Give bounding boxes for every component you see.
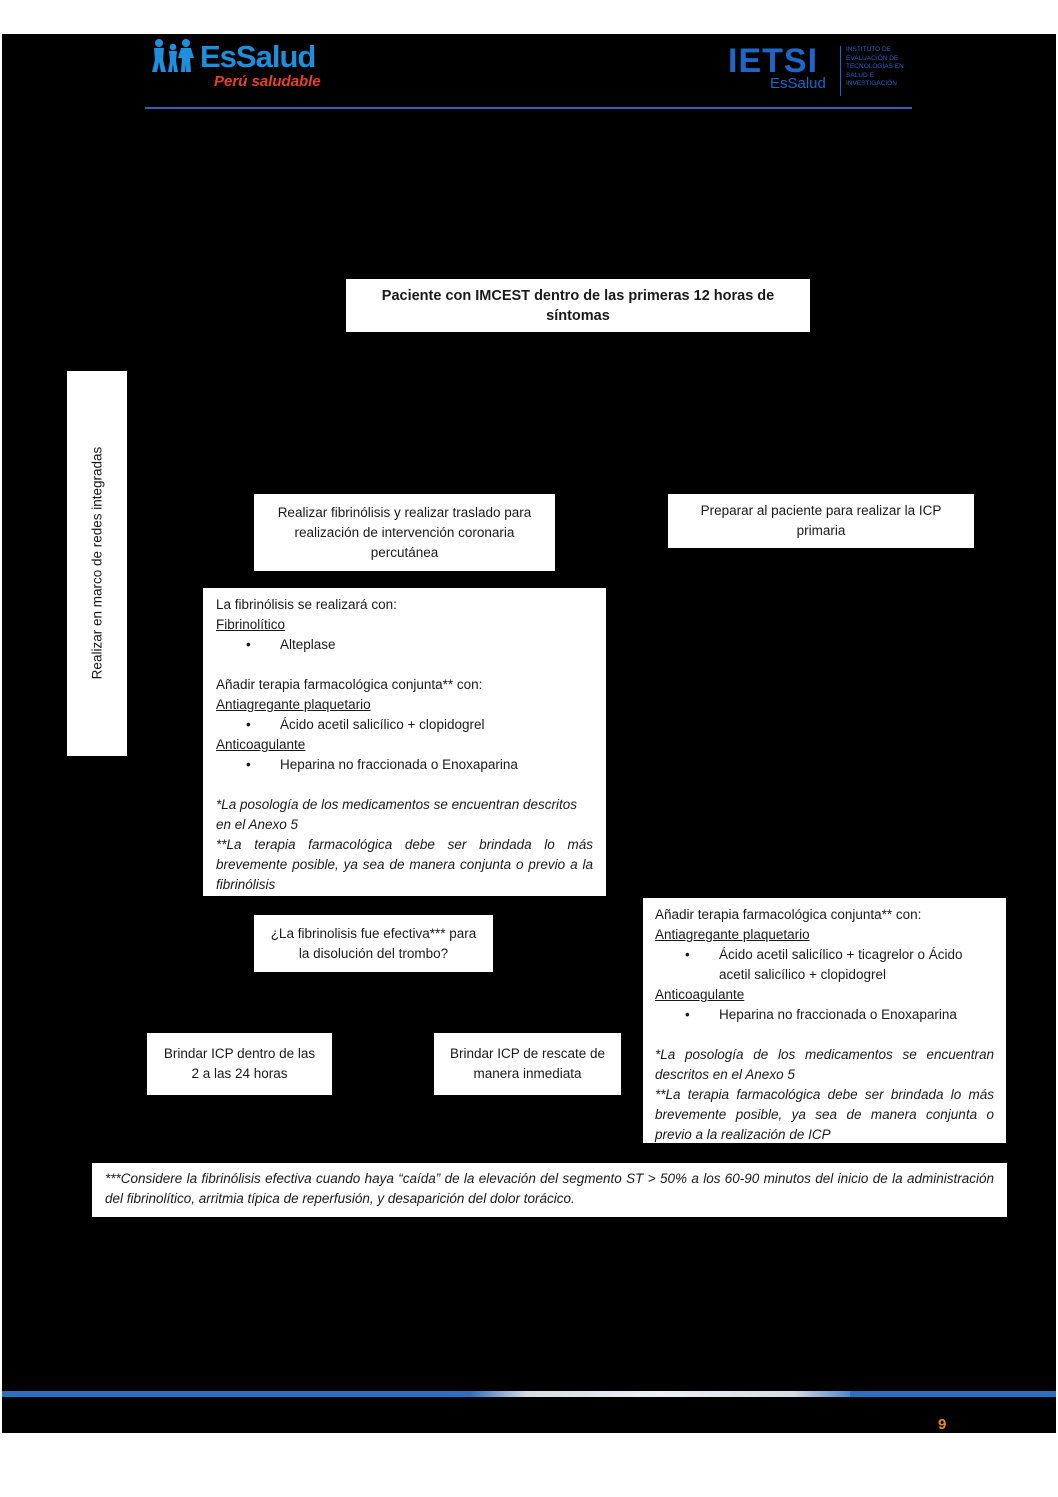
page-number: 9 xyxy=(938,1416,947,1433)
brand-slogan: Perú saludable xyxy=(214,73,321,90)
dosage-note: *La posología de los medicamentos se encuentran descritos en el Anexo 5 xyxy=(216,797,577,832)
icp-dosage-note: *La posología de los medicamentos se encuentran descritos en el Anexo 5 xyxy=(655,1047,994,1082)
fibrinolytic-title: Fibrinolítico xyxy=(216,617,286,632)
essalud-logo xyxy=(150,36,340,96)
header-rule xyxy=(145,107,912,109)
footer-bar-highlight xyxy=(470,1391,850,1397)
brand-name: EsSalud xyxy=(200,39,316,74)
icp-anticoagulant-title: Anticoagulante xyxy=(655,987,745,1002)
start-node-label: Paciente con IMCEST dentro de las primeras 12 horas de síntomas xyxy=(381,287,775,324)
icp-2-24-node xyxy=(147,1033,332,1095)
effectiveness-question-label: ¿La fibrinolisis fue efectiva*** para la disolución del trombo? xyxy=(270,925,477,961)
anticoagulant-item: • Heparina no fraccionada o Enoxaparina xyxy=(280,757,518,772)
side-note-label: Realizar en marco de redes integradas xyxy=(89,446,105,680)
effectiveness-question-node xyxy=(254,915,493,972)
fibrinolytic-item: • Alteplase xyxy=(280,637,336,652)
ietsi-logo xyxy=(728,44,918,100)
icp-rescue-node xyxy=(434,1033,621,1095)
family-figures-icon xyxy=(150,38,200,74)
fibrinolysis-intro: La fibrinólisis se realizará con: xyxy=(216,597,397,612)
icp-detail-node xyxy=(643,898,1006,1143)
effective-criteria-footnote xyxy=(92,1163,1007,1217)
ietsi-subtitle: EsSalud xyxy=(770,75,826,92)
icp-rescue-label: Brindar ICP de rescate de manera inmediata xyxy=(449,1046,606,1081)
fibrinolysis-transfer-node xyxy=(254,494,555,571)
fibrinolysis-detail-node xyxy=(203,588,606,896)
timing-note: **La terapia farmacológica debe ser brindada lo más brevemente posible, ya sea de manera conjunta o previo a la fibrinólisis xyxy=(216,837,593,892)
antiplatelet-title: Antiagregante plaquetario xyxy=(216,697,371,712)
anticoagulant-title: Anticoagulante xyxy=(216,737,306,752)
icp-anticoagulant-item: • Heparina no fraccionada o Enoxaparina xyxy=(719,1007,957,1022)
prepare-icp-node xyxy=(668,494,974,548)
ietsi-name: IETSI xyxy=(728,42,819,80)
icp-timing-note: **La terapia farmacológica debe ser brindada lo más brevemente posible, ya sea de manera conjunta o previo a la realización de ICP xyxy=(655,1087,994,1142)
antiplatelet-item: • Ácido acetil salicílico + clopidogrel xyxy=(280,717,485,732)
icp-antiplatelet-item: • Ácido acetil salicílico + ticagrelor o Ácido acetil salicílico + clopidogrel xyxy=(719,947,963,982)
ietsi-description: INSTITUTO DE EVALUACIÓN DE TECNOLOGÍAS EN SALUD E INVESTIGACIÓN xyxy=(846,46,904,88)
icp-adjunct-intro: Añadir terapia farmacológica conjunta** con: xyxy=(655,907,922,922)
icp-antiplatelet-title: Antiagregante plaquetario xyxy=(655,927,810,942)
side-note-box xyxy=(67,371,127,756)
start-node xyxy=(346,279,810,332)
icp-2-24-label: Brindar ICP dentro de las 2 a las 24 horas xyxy=(163,1046,316,1081)
footnote-text: ***Considere la fibrinólisis efectiva cuando haya “caída” de la elevación del segmento ST > 50% a los 60-90 minutos del inicio de la administración del fibrinolítico, arritmia típica de reperfusión, y desaparición del dolor torácico. xyxy=(105,1171,994,1206)
fibrinolysis-transfer-label: Realizar fibrinólisis y realizar traslado para realización de intervención coronaria percutánea xyxy=(277,504,532,560)
adjunct-intro: Añadir terapia farmacológica conjunta** con: xyxy=(216,677,483,692)
ietsi-divider xyxy=(840,46,841,96)
prepare-icp-label: Preparar al paciente para realizar la ICP primaria xyxy=(700,503,942,538)
